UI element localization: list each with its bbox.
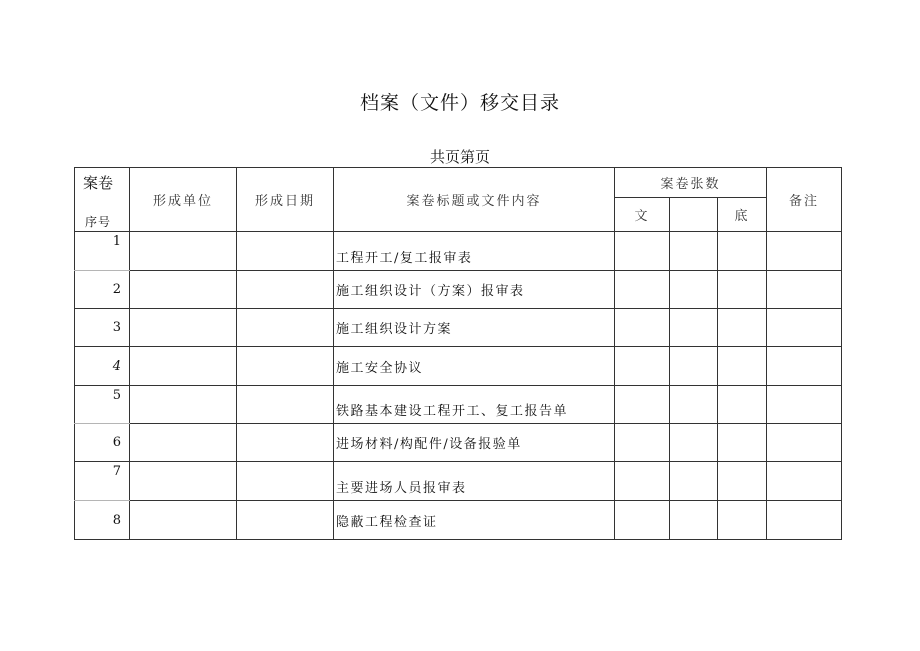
row-sheet-cell: [615, 424, 670, 462]
header-sheets-blank: [670, 198, 718, 232]
row-unit-cell: [130, 462, 237, 501]
row-remarks-cell: [767, 501, 842, 540]
row-number: 3: [75, 309, 130, 347]
row-unit-cell: [130, 309, 237, 347]
row-sheet-cell: [670, 232, 718, 271]
document-title: 档案（文件）移交目录: [359, 92, 560, 114]
row-unit-cell: [130, 386, 237, 424]
row-unit-cell: [130, 424, 237, 462]
header-sheets-base: 底: [718, 198, 767, 232]
table-row: [75, 232, 842, 271]
table-row: [75, 424, 842, 462]
table-row: [75, 462, 842, 501]
row-unit-cell: [130, 501, 237, 540]
row-number: 5: [75, 386, 130, 424]
row-remarks-cell: [767, 309, 842, 347]
header-date: 形成日期: [237, 168, 334, 232]
row-content: 主要进场人员报审表: [334, 462, 615, 501]
row-sheet-cell: [615, 347, 670, 386]
row-sheet-cell: [718, 424, 767, 462]
row-sheet-cell: [615, 501, 670, 540]
row-number: 8: [75, 501, 130, 540]
row-sheet-cell: [615, 309, 670, 347]
row-date-cell: [237, 232, 334, 271]
row-sheet-cell: [718, 347, 767, 386]
row-remarks-cell: [767, 424, 842, 462]
row-content: 施工组织设计方案: [334, 309, 615, 347]
row-sheet-cell: [670, 309, 718, 347]
row-sheet-cell: [718, 462, 767, 501]
header-archive-label: 案卷: [83, 174, 114, 192]
row-sheet-cell: [718, 271, 767, 309]
header-archive-no: [75, 168, 130, 232]
row-date-cell: [237, 347, 334, 386]
table-row: [75, 309, 842, 347]
table-row: [75, 347, 842, 386]
row-sheet-cell: [615, 462, 670, 501]
page-count-line: 共页第页: [429, 148, 490, 166]
row-content: 隐蔽工程检查证: [334, 501, 615, 540]
row-content: 铁路基本建设工程开工、复工报告单: [334, 386, 615, 424]
row-sheet-cell: [615, 232, 670, 271]
header-row: [75, 168, 842, 198]
row-number: 6: [75, 424, 130, 462]
row-sheet-cell: [718, 386, 767, 424]
row-sheet-cell: [718, 309, 767, 347]
table-row: [75, 501, 842, 540]
row-content: 施工组织设计（方案）报审表: [334, 271, 615, 309]
row-sheet-cell: [718, 501, 767, 540]
row-remarks-cell: [767, 232, 842, 271]
row-remarks-cell: [767, 347, 842, 386]
header-content: 案卷标题或文件内容: [334, 168, 615, 232]
row-sheet-cell: [670, 424, 718, 462]
row-sheet-cell: [670, 386, 718, 424]
row-content: 工程开工/复工报审表: [334, 232, 615, 271]
row-date-cell: [237, 309, 334, 347]
row-sheet-cell: [670, 271, 718, 309]
row-date-cell: [237, 501, 334, 540]
row-sheet-cell: [670, 501, 718, 540]
row-unit-cell: [130, 347, 237, 386]
row-sheet-cell: [670, 462, 718, 501]
row-number: 2: [75, 271, 130, 309]
row-date-cell: [237, 271, 334, 309]
row-sheet-cell: [670, 347, 718, 386]
table-row: [75, 271, 842, 309]
header-seq-label: 序号: [85, 215, 112, 229]
row-sheet-cell: [615, 386, 670, 424]
row-date-cell: [237, 424, 334, 462]
row-sheet-cell: [718, 232, 767, 271]
row-sheet-cell: [615, 271, 670, 309]
header-remarks: 备注: [767, 168, 842, 232]
row-date-cell: [237, 462, 334, 501]
row-number: 4: [75, 347, 130, 386]
transfer-catalog-table: [74, 167, 842, 540]
header-sheet-count: 案卷张数: [615, 168, 767, 198]
row-content: 施工安全协议: [334, 347, 615, 386]
header-sheets-text: 文: [615, 198, 670, 232]
row-content: 进场材料/构配件/设备报验单: [334, 424, 615, 462]
row-remarks-cell: [767, 462, 842, 501]
row-number: 7: [75, 462, 130, 501]
row-remarks-cell: [767, 386, 842, 424]
table-row: [75, 386, 842, 424]
row-unit-cell: [130, 232, 237, 271]
row-date-cell: [237, 386, 334, 424]
header-unit: 形成单位: [130, 168, 237, 232]
row-number: 1: [75, 232, 130, 271]
row-unit-cell: [130, 271, 237, 309]
row-remarks-cell: [767, 271, 842, 309]
